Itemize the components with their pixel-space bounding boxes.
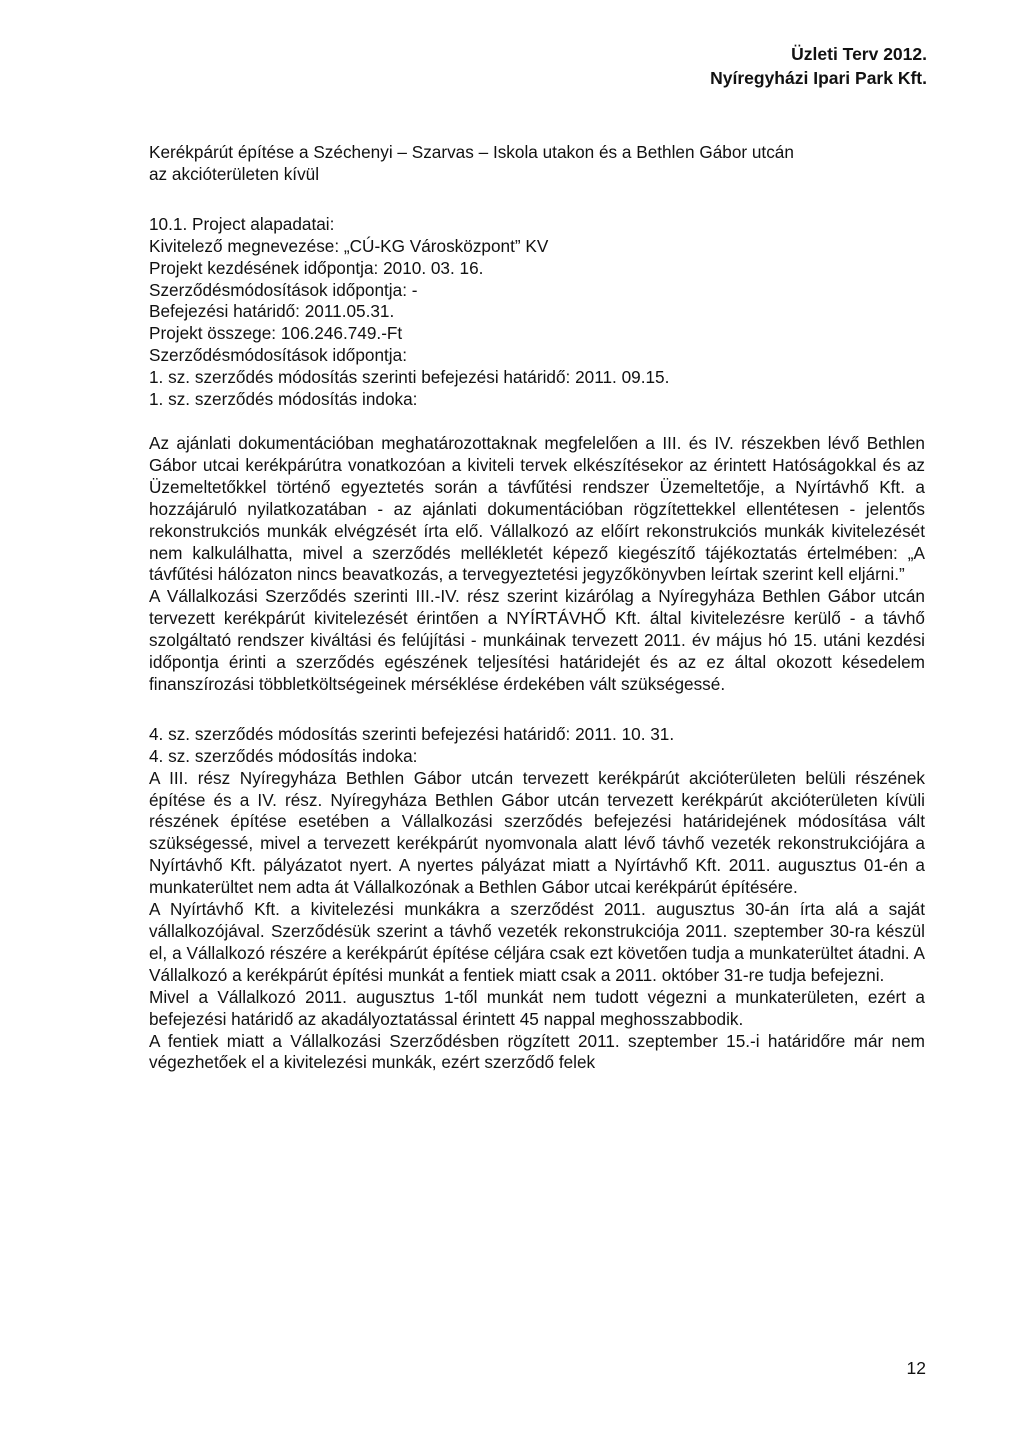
header-title: Üzleti Terv 2012. xyxy=(791,44,927,64)
spacer xyxy=(149,186,925,214)
start-date-line: Projekt kezdésének időpontja: 2010. 03. 16. xyxy=(149,257,484,278)
paragraph-nyirtavho-contract: A Nyírtávhő Kft. a kivitelezési munkákra a szerződést 2011. augusztus 30-án írta alá a saját vállalkozójával. Szerződésük szerint a távhő vezeték rekonstrukciója 2011. szeptember 30-ra készül el, a Vállalkozó részére a kerékpárút építése céljára csak ezt követően tudja a munkaterültet átadni. A Vállalkozó a kerékpárút építési munkát a fentiek miatt csak a 2011. október 31-re tudja befejezni. xyxy=(149,899,925,985)
mod1-reason-label: 1. sz. szerződés módosítás indoka: xyxy=(149,389,418,410)
intro-line-2: az akcióterületen kívül xyxy=(149,163,320,184)
mod4-reason-label: 4. sz. szerződés módosítás indoka: xyxy=(149,745,418,766)
mod-dates-line-2: Szerződésmódosítások időpontja: xyxy=(149,345,407,366)
section-heading: 10.1. Project alapadatai: xyxy=(149,213,335,234)
mod4-deadline-line: 4. sz. szerződés módosítás szerinti befejezési határidő: 2011. 10. 31. xyxy=(149,723,675,744)
contractor-line: Kivitelező megnevezése: „CÚ-KG Városközpont” KV xyxy=(149,235,549,256)
paragraph-conclusion: A fentiek miatt a Vállalkozási Szerződésben rögzített 2011. szeptember 15.-i határidőre már nem végezhetőek el a kivitelezési munkák, ezért szerződő felek xyxy=(149,1030,925,1073)
spacer xyxy=(149,696,925,724)
paragraph-mod4-reason: A III. rész Nyíregyháza Bethlen Gábor utcán tervezett kerékpárút akcióterületen belüli részének építése és a IV. rész. Nyíregyháza Bethlen Gábor utcán tervezett kerékpárút akcióterületen kívüli részének építése esetében a Vállalkozási szerződés befejezési határidejének módosítása vált szükségessé, mivel a tervezett kerékpárút nyomvonala alatt lévő távhő vezeték rekonstrukciójára a Nyírtávhő Kft. pályázatot nyert. A nyertes pályázat miatt a Nyírtávhő Kft. 2011. augusztus 01-én a munkaterültet nem adta át Vállalkozónak a Bethlen Gábor utcai kerékpárút építésére. xyxy=(149,767,925,898)
paragraph-mod1-reason: Az ajánlati dokumentációban meghatározottaknak megfelelően a III. és IV. részekben lévő Bethlen Gábor utcai kerékpárútra vonatkozóan a kiviteli tervek elkészítésekor az érintett Hatóságokkal és az Üzemeltetőkkel történő egyeztetés során a távfűtési rendszer Üzemeltetője, a Nyírtávhő Kft. a hozzájáruló nyilatkozatában - az ajánlati dokumentációban rögzítettekkel ellentétesen - jelentős rekonstrukciós munkák elvégzését írta elő. Vállalkozó az előírt rekonstrukciós munkák kivitelezését nem kalkulálhatta, mivel a szerződés mellékletét képező kiegészítő tájékoztatás értelmében: „A távfűtési hálózaton nincs beavatkozás, a tervegyeztetési jegyzőkönyvben leírtak szerint kell eljárni.” xyxy=(149,432,925,585)
mod-dates-line-1: Szerződésmódosítások időpontja: - xyxy=(149,279,418,300)
page-header xyxy=(710,42,927,90)
mod1-deadline-line: 1. sz. szerződés módosítás szerinti befejezési határidő: 2011. 09.15. xyxy=(149,367,670,388)
spacer xyxy=(149,411,925,433)
amount-line: Projekt összege: 106.246.749.-Ft xyxy=(149,323,403,344)
page-number: 12 xyxy=(906,1358,926,1378)
paragraph-delay: Mivel a Vállalkozó 2011. augusztus 1-től munkát nem tudott végezni a munkaterületen, ezért a befejezési határidő az akadályoztatással érintett 45 nappal meghosszabbodik. xyxy=(149,986,925,1029)
document-body xyxy=(149,142,925,1074)
paragraph-contract-scope: A Vállalkozási Szerződés szerinti III.-IV. rész szerint kizárólag a Nyíregyháza Bethlen Gábor utcán tervezett kerékpárút kivitelezését érintően a NYÍRTÁVHŐ Kft. által kivitelezésre kerülő - a távhő szolgáltató rendszer kiváltási és felújítási - munkáinak tervezett 2011. év május hó 15. utáni kezdési időpontja érinti a szerződés egészének teljesítési határidejét és az ez által okozott késedelem finanszírozási többletköltségeinek mérséklése érdekében vált szükségessé. xyxy=(149,586,925,694)
header-company: Nyíregyházi Ipari Park Kft. xyxy=(710,68,927,88)
deadline-line: Befejezési határidő: 2011.05.31. xyxy=(149,301,395,322)
intro-line-1: Kerékpárút építése a Széchenyi – Szarvas – Iskola utakon és a Bethlen Gábor utcán xyxy=(149,142,794,162)
